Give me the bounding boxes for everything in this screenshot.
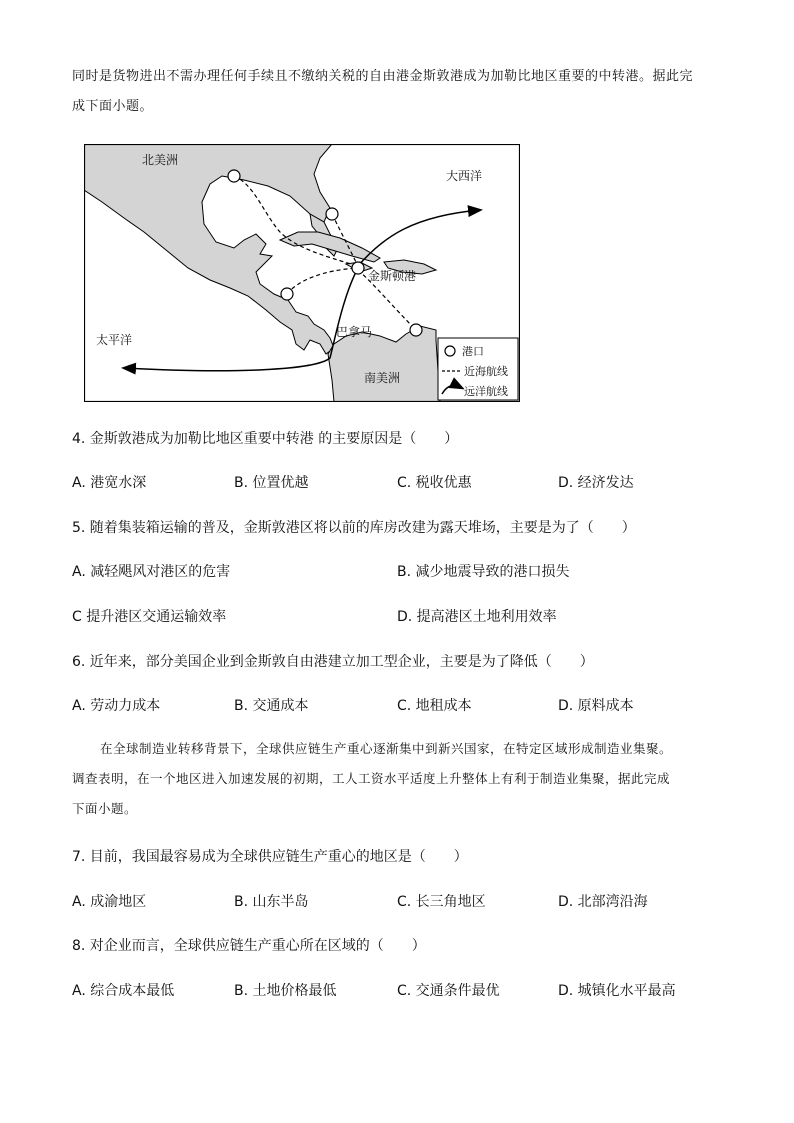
question-7-option-c: C. 长三角地区 — [397, 894, 486, 910]
port-marker — [326, 208, 338, 220]
question-4-option-a: A. 港宽水深 — [72, 475, 147, 491]
question-4-option-c: C. 税收优惠 — [397, 475, 472, 491]
port-marker — [410, 324, 422, 336]
question-8-option-a: A. 综合成本最低 — [72, 983, 175, 999]
question-5-option-b: B. 减少地震导致的港口损失 — [397, 564, 570, 580]
question-6-option-b: B. 交通成本 — [234, 698, 309, 714]
label-panama: 巴拿马 — [336, 325, 373, 339]
passage-2 — [72, 734, 722, 824]
legend-port-label: 港口 — [462, 345, 484, 358]
question-7-option-d: D. 北部湾沿海 — [558, 894, 648, 910]
question-5-option-d: D. 提高港区土地利用效率 — [397, 609, 557, 625]
map-legend — [438, 338, 518, 400]
passage-2-line-3: 下面小题。 — [72, 801, 138, 816]
question-7-option-a: A. 成渝地区 — [72, 894, 147, 910]
question-8-option-c: C. 交通条件最优 — [397, 983, 500, 999]
legend-ocean-label: 远洋航线 — [464, 385, 508, 398]
port-marker — [228, 170, 240, 182]
question-4-stem: 4. 金斯敦港成为加勒比地区重要中转港 的主要原因是（ ） — [72, 431, 459, 447]
label-south-america: 南美洲 — [364, 371, 401, 385]
question-6-stem: 6. 近年来，部分美国企业到金斯敦自由港建立加工型企业，主要是为了降低（ ） — [72, 654, 594, 670]
question-4-option-b: B. 位置优越 — [234, 475, 309, 491]
question-4-option-d: D. 经济发达 — [558, 475, 634, 491]
label-kingston: 金斯顿港 — [368, 269, 417, 283]
kingston-port-marker — [352, 262, 364, 274]
question-5-option-a: A. 减轻飓风对港区的危害 — [72, 564, 231, 580]
question-6-option-d: D. 原料成本 — [558, 698, 634, 714]
caribbean-route-map — [84, 144, 520, 402]
legend-coastal-label: 近海航线 — [464, 365, 508, 378]
question-8-stem: 8. 对企业而言，全球供应链生产重心所在区域的（ ） — [72, 938, 426, 954]
passage-2-line-1: 在全球制造业转移背景下，全球供应链生产重心逐渐集中到新兴国家，在特定区域形成制造业集聚。 — [100, 741, 673, 756]
label-north-america: 北美洲 — [142, 153, 179, 167]
question-6-option-c: C. 地租成本 — [397, 698, 472, 714]
label-atlantic: 大西洋 — [446, 169, 483, 183]
legend-port-icon — [445, 346, 455, 356]
question-5-option-c: C 提升港区交通运输效率 — [72, 609, 227, 625]
question-6-option-a: A. 劳动力成本 — [72, 698, 161, 714]
passage-2-line-2: 调查表明，在一个地区进入加速发展的初期，工人工资水平适度上升整体上有利于制造业集聚，据此完成 — [72, 771, 671, 786]
intro-line-2: 成下面小题。 — [72, 99, 154, 114]
question-7-stem: 7. 目前，我国最容易成为全球供应链生产重心的地区是（ ） — [72, 849, 468, 865]
intro-paragraph — [72, 62, 722, 122]
question-5-stem: 5. 随着集装箱运输的普及，金斯敦港区将以前的库房改建为露天堆场，主要是为了（ ） — [72, 520, 636, 536]
intro-line-1: 同时是货物进出不需办理任何手续且不缴纳关税的自由港金斯敦港成为加勒比地区重要的中转港。据此完 — [72, 69, 694, 84]
question-7-option-b: B. 山东半岛 — [234, 894, 309, 910]
question-8-option-d: D. 城镇化水平最高 — [558, 983, 676, 999]
question-8-option-b: B. 土地价格最低 — [234, 983, 337, 999]
label-pacific: 太平洋 — [96, 333, 133, 347]
port-marker — [281, 288, 293, 300]
